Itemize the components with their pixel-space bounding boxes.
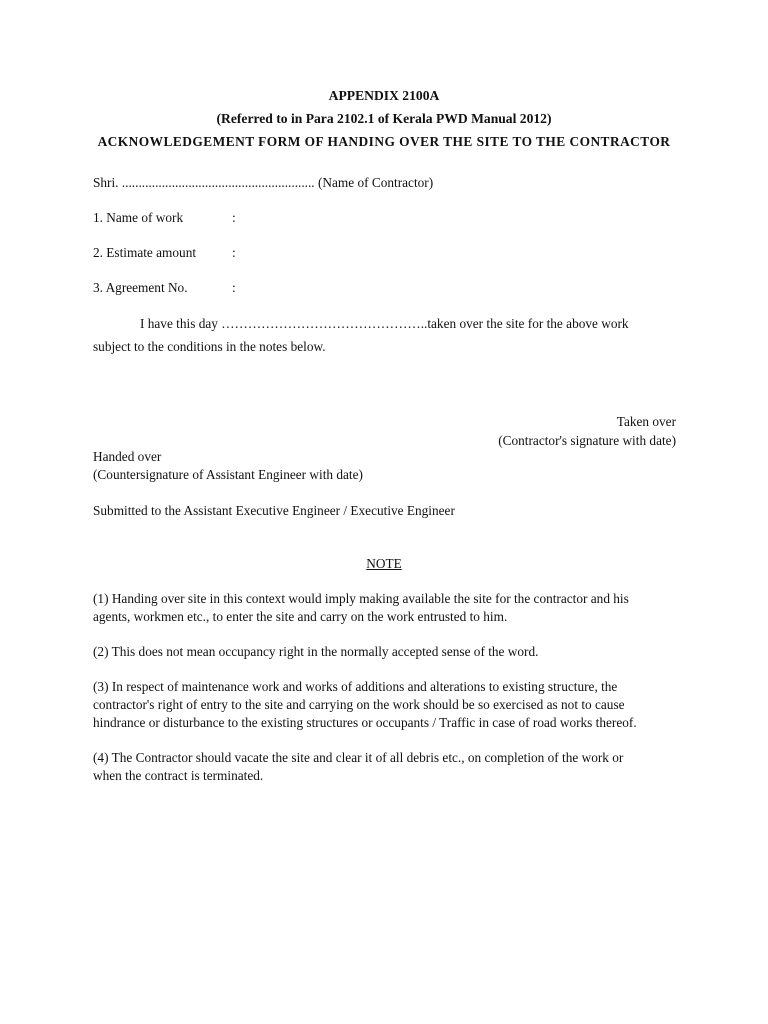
submitted-to-line: Submitted to the Assistant Executive Engineer / Executive Engineer <box>93 503 455 518</box>
field-label: 3. Agreement No. <box>93 280 188 295</box>
note-line: when the contract is terminated. <box>93 768 264 783</box>
note-item-3 <box>93 678 678 732</box>
form-title: ACKNOWLEDGEMENT FORM OF HANDING OVER THE SITE TO THE CONTRACTOR <box>97 134 671 149</box>
note-line: (1) Handing over site in this context would imply making available the site for the contractor and his <box>93 591 629 606</box>
note-line: contractor's right of entry to the site and carrying on the work should be so exercised as not to cause <box>93 697 625 712</box>
field-label: 2. Estimate amount <box>93 245 197 260</box>
contractor-signature-caption: (Contractor's signature with date) <box>498 433 676 448</box>
contractor-name-line <box>93 174 433 192</box>
note-line: (2) This does not mean occupancy right in the normally accepted sense of the word. <box>93 644 539 659</box>
appendix-title: APPENDIX 2100A <box>328 88 440 103</box>
field-label: 1. Name of work <box>93 210 184 225</box>
reference-line: (Referred to in Para 2102.1 of Kerala PWD Manual 2012) <box>216 111 552 126</box>
note-item-2 <box>93 643 678 661</box>
field-name-of-work <box>93 209 236 227</box>
note-line: (4) The Contractor should vacate the site and clear it of all debris etc., on completion of the work or <box>93 750 624 765</box>
field-colon: : <box>232 210 236 225</box>
note-line: hindrance or disturbance to the existing structures or occupants / Traffic in case of road works thereof. <box>93 715 637 730</box>
note-item-1 <box>93 590 678 626</box>
contractor-name-dots: .......................................................... <box>121 175 315 190</box>
field-agreement-no <box>93 279 236 297</box>
note-heading: NOTE <box>366 556 402 571</box>
note-line: agents, workmen etc., to enter the site and carry on the work entrusted to him. <box>93 609 508 624</box>
statement-line-2: subject to the conditions in the notes below. <box>93 339 326 354</box>
field-colon: : <box>232 280 236 295</box>
handed-over-label: Handed over <box>93 449 162 464</box>
note-line: (3) In respect of maintenance work and works of additions and alterations to existing structure, the <box>93 679 618 694</box>
note-item-4 <box>93 749 678 785</box>
taken-over-label: Taken over <box>616 414 676 429</box>
contractor-name-caption: (Name of Contractor) <box>314 175 434 190</box>
field-estimate-amount <box>93 244 236 262</box>
countersignature-caption: (Countersignature of Assistant Engineer with date) <box>93 467 363 482</box>
field-colon: : <box>232 245 236 260</box>
shri-prefix: Shri. <box>93 175 122 190</box>
statement-line-1: I have this day ………………………………………..taken over the site for the above work <box>140 316 629 331</box>
